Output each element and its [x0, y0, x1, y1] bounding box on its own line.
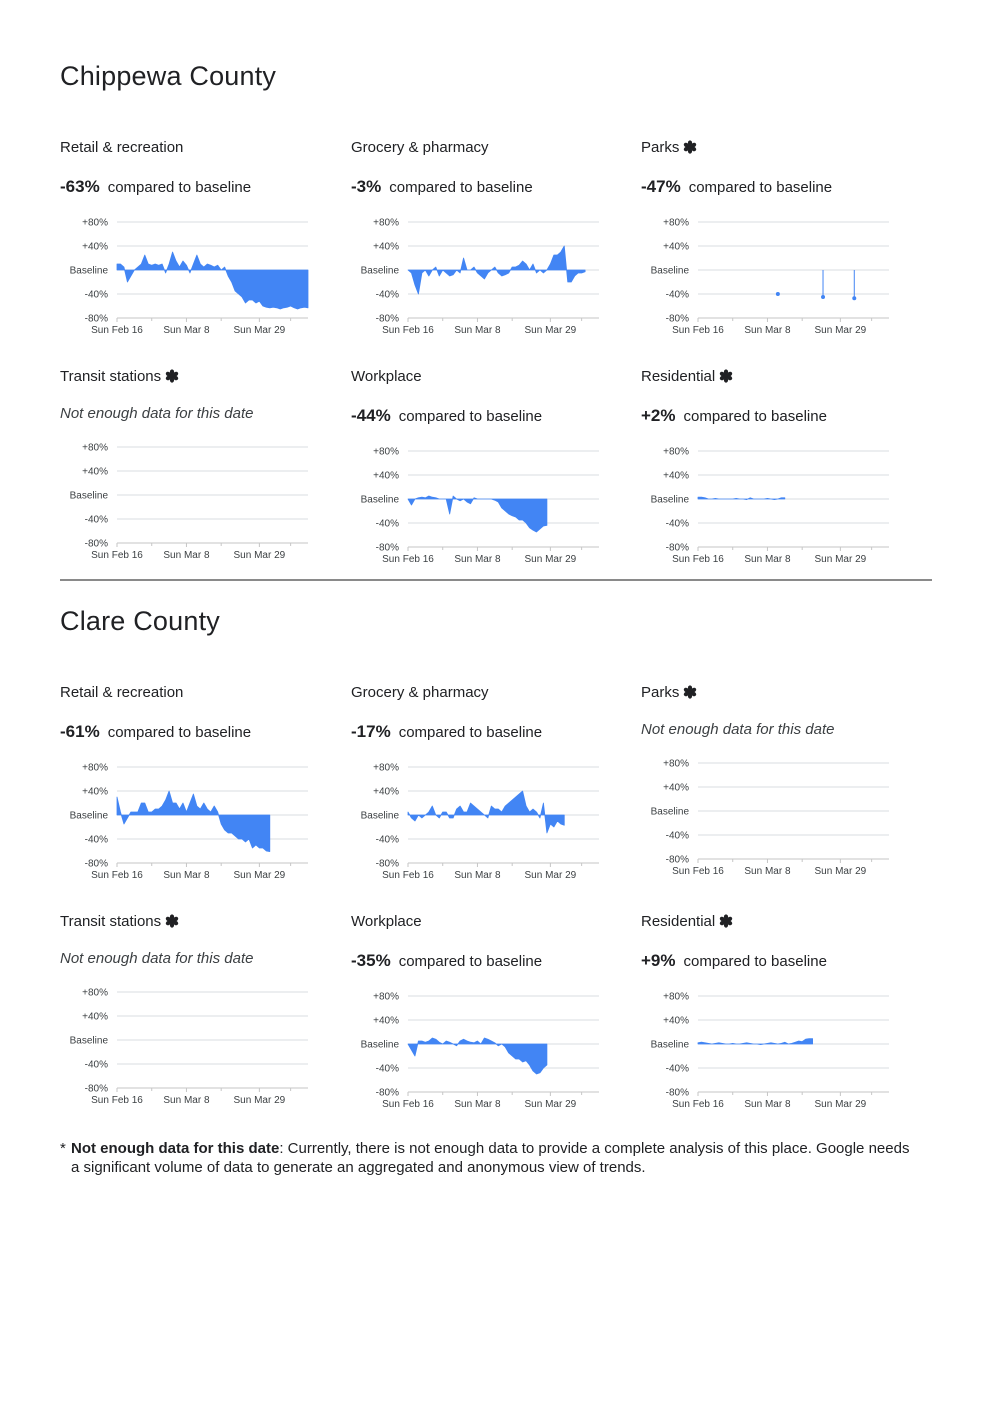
y-tick-label: Baseline [360, 1039, 399, 1051]
stat-line [351, 951, 542, 971]
x-tick-label: Sun Feb 16 [382, 554, 434, 565]
panel-title [351, 913, 422, 930]
panel-title [351, 139, 489, 156]
y-tick-label: Baseline [360, 810, 399, 822]
x-tick-label: Sun Mar 8 [163, 550, 210, 561]
y-tick-label: +80% [373, 991, 399, 1003]
y-tick-label: +40% [663, 782, 689, 794]
x-tick-label: Sun Feb 16 [672, 866, 724, 877]
panel-clare-county-workplace [351, 913, 631, 1113]
x-tick-label: Sun Mar 8 [454, 325, 501, 336]
panel-title [641, 684, 697, 701]
x-tick-label: Sun Mar 8 [454, 554, 501, 565]
y-tick-label: -40% [665, 289, 689, 301]
county-title-chippewa: Chippewa County [60, 61, 277, 91]
y-tick-label: -40% [375, 1063, 399, 1075]
stat-line [641, 406, 827, 426]
y-tick-label: +40% [82, 786, 108, 798]
y-tick-label: -40% [84, 834, 108, 846]
series-area [698, 1039, 813, 1045]
x-tick-label: Sun Feb 16 [672, 554, 724, 565]
y-tick-label: Baseline [360, 494, 399, 506]
stat-compare-text: compared to baseline [107, 179, 252, 196]
y-tick-label: Baseline [650, 1039, 689, 1051]
y-tick-label: -80% [84, 1083, 108, 1095]
mobility-chart [641, 756, 921, 878]
y-tick-label: -80% [375, 313, 399, 325]
panel-title-text: Parks [641, 684, 680, 701]
panel-title-text: Grocery & pharmacy [351, 139, 489, 156]
stat-line [351, 177, 533, 197]
panel-chippewa-county-retail-and-recreation [60, 139, 340, 339]
panel-title-text: Transit stations [60, 913, 162, 930]
asterisk-icon [715, 913, 733, 930]
stat-compare-text: compared to baseline [398, 724, 543, 741]
x-tick-label: Sun Mar 8 [744, 866, 791, 877]
stat-line [60, 177, 251, 197]
y-tick-label: -80% [84, 858, 108, 870]
x-tick-label: Sun Feb 16 [91, 325, 143, 336]
stat-value: +2% [641, 406, 676, 425]
y-tick-label: +80% [373, 762, 399, 774]
stat-line [641, 177, 832, 197]
mobility-chart [60, 985, 340, 1107]
y-tick-label: Baseline [360, 265, 399, 277]
x-tick-label: Sun Mar 29 [524, 325, 577, 336]
panel-title-text: Workplace [351, 913, 422, 930]
panel-title [60, 139, 183, 156]
panel-chippewa-county-grocery-and-pharmacy [351, 139, 631, 339]
x-tick-label: Sun Mar 8 [744, 554, 791, 565]
stat-line [351, 722, 542, 742]
series-area [117, 791, 270, 852]
y-tick-label: -40% [665, 830, 689, 842]
y-tick-label: -40% [375, 289, 399, 301]
panel-title [351, 684, 489, 701]
panel-chippewa-county-workplace [351, 368, 631, 568]
panel-title-text: Transit stations [60, 368, 162, 385]
series-point [821, 295, 825, 299]
stat-value: -35% [351, 951, 391, 970]
x-tick-label: Sun Feb 16 [91, 870, 143, 881]
x-tick-label: Sun Feb 16 [91, 550, 143, 561]
asterisk-icon [161, 368, 179, 385]
x-tick-label: Sun Feb 16 [382, 325, 434, 336]
panel-clare-county-residential [641, 913, 921, 1113]
stat-compare-text: compared to baseline [688, 179, 833, 196]
y-tick-label: +40% [82, 241, 108, 253]
y-tick-label: +80% [663, 217, 689, 229]
asterisk-icon [715, 368, 733, 385]
x-tick-label: Sun Mar 29 [814, 325, 867, 336]
series-area [698, 497, 785, 499]
panel-title-text: Retail & recreation [60, 684, 184, 701]
panel-title-text: Parks [641, 139, 680, 156]
y-tick-label: -80% [84, 313, 108, 325]
y-tick-label: +40% [373, 786, 399, 798]
y-tick-label: Baseline [650, 494, 689, 506]
y-tick-label: -40% [665, 518, 689, 530]
series-area [117, 252, 308, 309]
x-tick-label: Sun Mar 8 [163, 1095, 210, 1106]
mobility-chart [641, 989, 921, 1111]
mobility-chart [60, 760, 340, 882]
panel-title [641, 913, 733, 930]
stat-value: -44% [351, 406, 391, 425]
asterisk-icon [161, 913, 179, 930]
x-tick-label: Sun Mar 29 [233, 870, 286, 881]
y-tick-label: -80% [375, 542, 399, 554]
y-tick-label: +40% [663, 241, 689, 253]
x-tick-label: Sun Mar 29 [814, 554, 867, 565]
y-tick-label: -80% [665, 542, 689, 554]
x-tick-label: Sun Feb 16 [91, 1095, 143, 1106]
y-tick-label: +40% [373, 470, 399, 482]
x-tick-label: Sun Mar 8 [744, 1099, 791, 1110]
series-point [776, 292, 780, 296]
stat-value: -17% [351, 722, 391, 741]
y-tick-label: +40% [373, 241, 399, 253]
x-tick-label: Sun Mar 8 [454, 870, 501, 881]
series-point [852, 296, 856, 300]
panel-title [641, 368, 733, 385]
panel-title [351, 368, 422, 385]
county-divider [60, 579, 932, 581]
mobility-chart [60, 215, 340, 337]
y-tick-label: Baseline [650, 806, 689, 818]
no-data-message: Not enough data for this date [60, 405, 254, 422]
x-tick-label: Sun Mar 8 [454, 1099, 501, 1110]
y-tick-label: Baseline [650, 265, 689, 277]
y-tick-label: +40% [82, 466, 108, 478]
y-tick-label: Baseline [69, 490, 108, 502]
panel-title-text: Retail & recreation [60, 139, 184, 156]
y-tick-label: -80% [665, 854, 689, 866]
y-tick-label: +80% [373, 446, 399, 458]
panel-title [60, 368, 179, 385]
x-tick-label: Sun Mar 29 [524, 554, 577, 565]
footnote-term: Not enough data for this date [71, 1140, 280, 1157]
x-tick-label: Sun Feb 16 [382, 870, 434, 881]
series-area [408, 496, 547, 532]
x-tick-label: Sun Mar 29 [814, 1099, 867, 1110]
y-tick-label: -40% [665, 1063, 689, 1075]
x-tick-label: Sun Mar 8 [744, 325, 791, 336]
panel-title [60, 684, 183, 701]
x-tick-label: Sun Mar 29 [233, 325, 286, 336]
stat-compare-text: compared to baseline [107, 724, 252, 741]
y-tick-label: +40% [82, 1011, 108, 1023]
mobility-chart [351, 989, 631, 1111]
y-tick-label: +80% [82, 442, 108, 454]
y-tick-label: -80% [665, 1087, 689, 1099]
panel-clare-county-transit-stations [60, 913, 340, 1113]
panel-clare-county-parks [641, 684, 921, 884]
stat-value: +9% [641, 951, 676, 970]
footnote-asterisk: * [60, 1140, 66, 1157]
x-tick-label: Sun Mar 29 [524, 870, 577, 881]
x-tick-label: Sun Feb 16 [382, 1099, 434, 1110]
stat-value: -63% [60, 177, 100, 196]
panel-clare-county-grocery-and-pharmacy [351, 684, 631, 884]
panel-title-text: Workplace [351, 368, 422, 385]
y-tick-label: Baseline [69, 1035, 108, 1047]
x-tick-label: Sun Mar 29 [233, 1095, 286, 1106]
y-tick-label: -40% [375, 834, 399, 846]
x-tick-label: Sun Mar 8 [163, 325, 210, 336]
y-tick-label: +80% [663, 758, 689, 770]
panel-title-text: Residential [641, 368, 716, 385]
series-area [408, 1038, 547, 1074]
stat-compare-text: compared to baseline [683, 408, 827, 425]
y-tick-label: -40% [375, 518, 399, 530]
y-tick-label: -40% [84, 1059, 108, 1071]
x-tick-label: Sun Mar 29 [814, 866, 867, 877]
y-tick-label: -40% [84, 289, 108, 301]
asterisk-icon [679, 139, 697, 156]
panel-chippewa-county-residential [641, 368, 921, 568]
y-tick-label: -80% [375, 858, 399, 870]
y-tick-label: -40% [84, 514, 108, 526]
y-tick-label: +80% [663, 446, 689, 458]
x-tick-label: Sun Mar 29 [233, 550, 286, 561]
stat-compare-text: compared to baseline [398, 408, 543, 425]
x-tick-label: Sun Mar 29 [524, 1099, 577, 1110]
y-tick-label: Baseline [69, 810, 108, 822]
mobility-chart [351, 444, 631, 566]
y-tick-label: +80% [663, 991, 689, 1003]
panel-title [60, 913, 179, 930]
y-tick-label: Baseline [69, 265, 108, 277]
stat-compare-text: compared to baseline [389, 179, 533, 196]
stat-value: -3% [351, 177, 382, 196]
stat-compare-text: compared to baseline [398, 953, 543, 970]
x-tick-label: Sun Feb 16 [672, 1099, 724, 1110]
mobility-chart [351, 760, 631, 882]
stat-line [60, 722, 251, 742]
panel-title [641, 139, 697, 156]
series-area [408, 246, 585, 294]
y-tick-label: +80% [82, 762, 108, 774]
y-tick-label: +80% [373, 217, 399, 229]
asterisk-icon [679, 684, 697, 701]
y-tick-label: +80% [82, 217, 108, 229]
y-tick-label: -80% [665, 313, 689, 325]
y-tick-label: +40% [373, 1015, 399, 1027]
stat-value: -61% [60, 722, 100, 741]
stat-value: -47% [641, 177, 681, 196]
mobility-chart [641, 444, 921, 566]
panel-chippewa-county-transit-stations [60, 368, 340, 568]
mobility-chart [60, 440, 340, 562]
county-title-clare: Clare County [60, 606, 220, 636]
stat-line [351, 406, 542, 426]
panel-clare-county-retail-and-recreation [60, 684, 340, 884]
footnote [60, 1139, 920, 1177]
series-area [408, 791, 564, 833]
x-tick-label: Sun Feb 16 [672, 325, 724, 336]
y-tick-label: +80% [82, 987, 108, 999]
stat-compare-text: compared to baseline [683, 953, 827, 970]
panel-title-text: Residential [641, 913, 716, 930]
x-tick-label: Sun Mar 8 [163, 870, 210, 881]
no-data-message: Not enough data for this date [641, 721, 835, 738]
y-tick-label: +40% [663, 1015, 689, 1027]
y-tick-label: -80% [375, 1087, 399, 1099]
panel-chippewa-county-parks [641, 139, 921, 339]
mobility-chart [641, 215, 921, 337]
y-tick-label: +40% [663, 470, 689, 482]
mobility-chart [351, 215, 631, 337]
footnote-text: : Currently, there is not enough data to provide a complete analysis of this place. Google needs a significant volume of data to generate an aggregated and anonymous view of trends. [71, 1140, 910, 1176]
y-tick-label: -80% [84, 538, 108, 550]
footnote-body [71, 1139, 920, 1177]
panel-title-text: Grocery & pharmacy [351, 684, 489, 701]
stat-line [641, 951, 827, 971]
no-data-message: Not enough data for this date [60, 950, 254, 967]
